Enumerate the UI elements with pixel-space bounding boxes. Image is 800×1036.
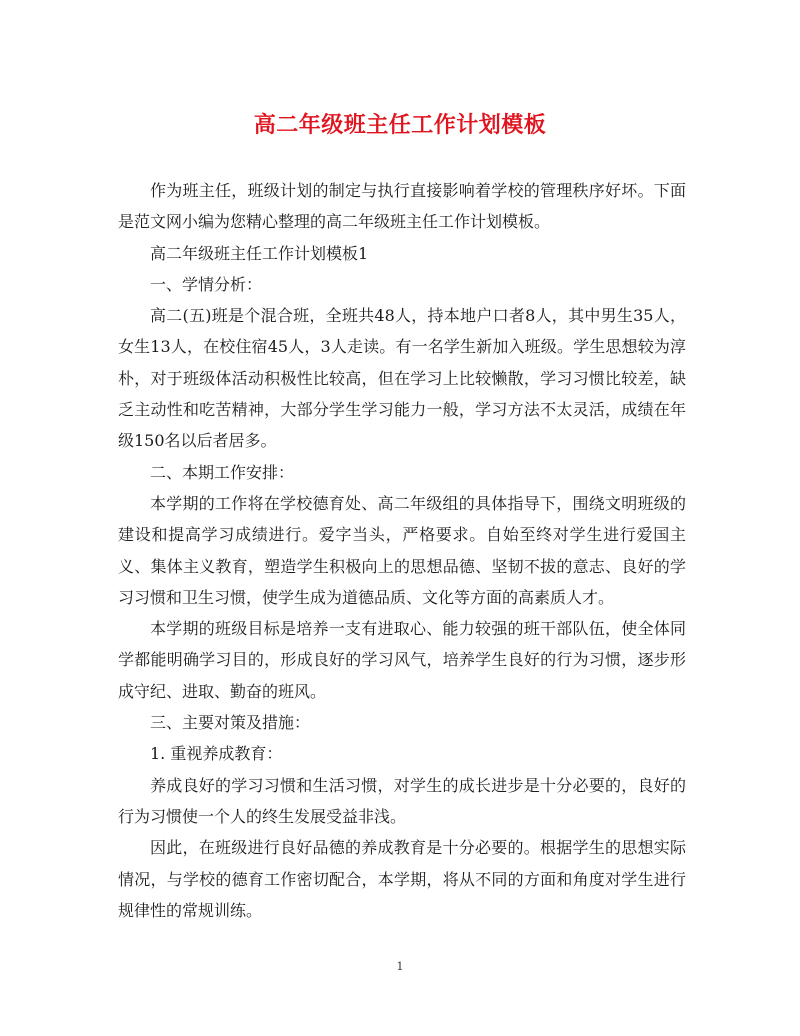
paragraph-intro: 作为班主任，班级计划的制定与执行直接影响着学校的管理秩序好坏。下面是范文网小编为您精心整理的高二年级班主任工作计划模板。 — [118, 181, 686, 232]
document-title: 高二年级班主任工作计划模板 — [253, 112, 547, 138]
section-heading-arrangement: 二、本期工作安排： — [150, 462, 295, 482]
paragraph-arrangement: 本学期的工作将在学校德育处、高二年级组的具体指导下，围绕文明班级的建设和提高学习成绩进行。爱字当头，严格要求。自始至终对学生进行爱国主义、集体主义教育，塑造学生积极向上的思想品德、坚韧不拔的意志、良好的学习习惯和卫生习惯，使学生成为道德品质、文化等方面的高素质人才。 — [118, 493, 686, 607]
page-number: 1 — [396, 960, 404, 973]
paragraph-template-heading: 高二年级班主任工作计划模板1 — [150, 243, 369, 263]
document-body — [118, 175, 686, 926]
paragraph-training: 因此，在班级进行良好品德的养成教育是十分必要的。根据学生的思想实际情况，与学校的德育工作密切配合，本学期，将从不同的方面和角度对学生进行规律性的常规训练。 — [118, 838, 686, 920]
section-heading-analysis: 一、学情分析： — [150, 274, 263, 294]
paragraph-class-goal: 本学期的班级目标是培养一支有进取心、能力较强的班干部队伍，使全体同学都能明确学习目的，形成良好的学习风气，培养学生良好的行为习惯，逐步形成守纪、进取、勤奋的班风。 — [118, 619, 686, 701]
paragraph-habit: 养成良好的学习习惯和生活习惯，对学生的成长进步是十分必要的，良好的行为习惯使一个人的终生发展受益非浅。 — [118, 775, 686, 826]
subsection-heading-habit: 1. 重视养成教育： — [150, 744, 283, 764]
section-heading-measures: 三、主要对策及措施： — [150, 713, 311, 733]
paragraph-analysis: 高二(五)班是个混合班，全班共48人，持本地户口者8人，其中男生35人，女生13人，在校住宿45人，3人走读。有一名学生新加入班级。学生思想较为淳朴，对于班级体活动积极性比较高，但在学习上比较懒散，学习习惯比较差，缺乏主动性和吃苦精神，大部分学生学习能力一般，学习方法不太灵活，成绩在年级150名以后者居多。 — [118, 306, 686, 451]
